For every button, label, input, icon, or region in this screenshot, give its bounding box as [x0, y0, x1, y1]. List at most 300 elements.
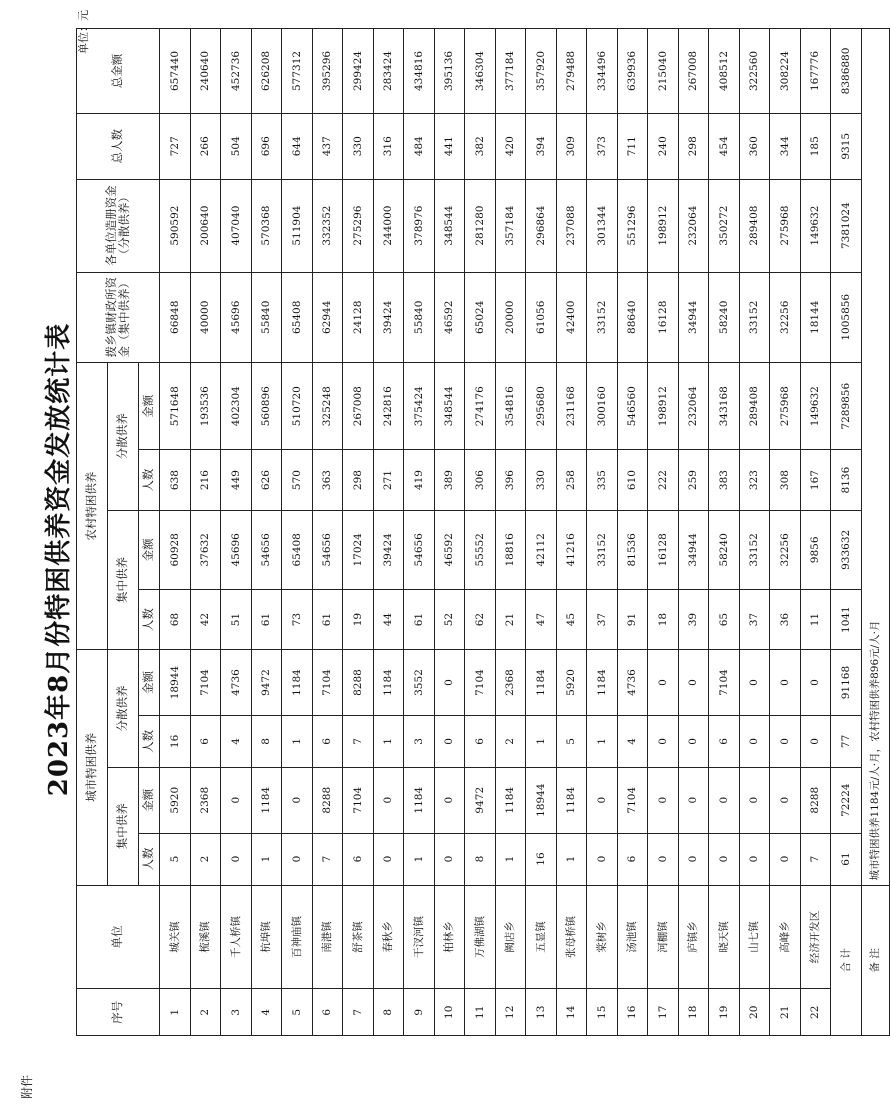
cell-tp: 441 [434, 113, 465, 179]
cell-seq: 12 [495, 989, 526, 1036]
cell-ud-p: 4 [617, 715, 648, 767]
cell-ud-a: 4736 [221, 650, 252, 716]
total-rd-a: 7289856 [831, 362, 862, 450]
cell-rc-a: 45696 [221, 510, 252, 589]
cell-rd-a: 375424 [404, 362, 435, 450]
cell-ud-a: 7104 [465, 650, 496, 716]
cell-uc-a: 7104 [343, 767, 374, 833]
cell-ud-a: 1184 [587, 650, 618, 716]
total-uc-a: 72224 [831, 767, 862, 833]
header-total-people: 总人数 [77, 113, 160, 179]
cell-rd-a: 289408 [739, 362, 770, 450]
cell-uc-p: 7 [800, 833, 831, 885]
table-row [190, 29, 221, 1036]
cell-town: 42400 [556, 272, 587, 362]
cell-uc-a: 0 [282, 767, 313, 833]
header-township-funds: 拨乡镇财政所资金（集中供养） [77, 272, 160, 362]
table-row [678, 29, 709, 1036]
header-amount: 金额 [139, 510, 160, 589]
table-row [587, 29, 618, 1036]
cell-unit: 山七镇 [739, 885, 770, 989]
cell-ta: 357920 [526, 29, 557, 114]
header-rural-dispersed: 分散供养 [108, 362, 139, 510]
cell-ud-a: 3552 [404, 650, 435, 716]
cell-rd-p: 306 [465, 450, 496, 510]
cell-town: 24128 [343, 272, 374, 362]
cell-rd-p: 419 [404, 450, 435, 510]
cell-unit: 晓天镇 [709, 885, 740, 989]
cell-unit: 万佛湖镇 [465, 885, 496, 989]
cell-rc-p: 45 [556, 590, 587, 650]
cell-dept: 570368 [251, 179, 282, 272]
cell-unit: 舒茶镇 [343, 885, 374, 989]
cell-tp: 382 [465, 113, 496, 179]
cell-uc-p: 0 [770, 833, 801, 885]
table-row [373, 29, 404, 1036]
cell-seq: 5 [282, 989, 313, 1036]
cell-rc-p: 61 [312, 590, 343, 650]
cell-ta: 308224 [770, 29, 801, 114]
cell-rc-p: 21 [495, 590, 526, 650]
cell-rd-p: 363 [312, 450, 343, 510]
cell-tp: 185 [800, 113, 831, 179]
table-row [556, 29, 587, 1036]
cell-dept: 348544 [434, 179, 465, 272]
cell-rd-a: 354816 [495, 362, 526, 450]
cell-uc-a: 5920 [160, 767, 191, 833]
cell-unit: 杭埠镇 [251, 885, 282, 989]
cell-rc-a: 55552 [465, 510, 496, 589]
cell-uc-a: 7104 [617, 767, 648, 833]
cell-ta: 240640 [190, 29, 221, 114]
cell-dept: 275296 [343, 179, 374, 272]
cell-rd-p: 258 [556, 450, 587, 510]
header-amount: 金额 [139, 650, 160, 716]
cell-uc-a: 2368 [190, 767, 221, 833]
cell-ud-a: 1184 [282, 650, 313, 716]
cell-unit: 梳溪镇 [190, 885, 221, 989]
cell-rd-p: 449 [221, 450, 252, 510]
total-rc-p: 1041 [831, 590, 862, 650]
cell-tp: 344 [770, 113, 801, 179]
cell-rd-p: 216 [190, 450, 221, 510]
cell-uc-a: 18944 [526, 767, 557, 833]
cell-rd-a: 348544 [434, 362, 465, 450]
cell-uc-p: 6 [343, 833, 374, 885]
header-unit: 单位 [77, 885, 160, 989]
cell-tp: 240 [648, 113, 679, 179]
cell-town: 62944 [312, 272, 343, 362]
cell-rd-a: 560896 [251, 362, 282, 450]
cell-town: 40000 [190, 272, 221, 362]
cell-unit: 张母桥镇 [556, 885, 587, 989]
cell-ud-p: 6 [709, 715, 740, 767]
cell-town: 39424 [373, 272, 404, 362]
cell-uc-p: 16 [526, 833, 557, 885]
cell-ta: 639936 [617, 29, 648, 114]
cell-uc-p: 0 [221, 833, 252, 885]
note-label: 备 注 [861, 885, 889, 1035]
table-row [526, 29, 557, 1036]
cell-uc-a: 1184 [404, 767, 435, 833]
cell-rd-p: 638 [160, 450, 191, 510]
cell-unit: 春秋乡 [373, 885, 404, 989]
cell-uc-a: 9472 [465, 767, 496, 833]
cell-uc-p: 8 [465, 833, 496, 885]
total-town: 1005856 [831, 272, 862, 362]
total-rc-a: 933632 [831, 510, 862, 589]
cell-unit: 经济开发区 [800, 885, 831, 989]
cell-unit: 城关镇 [160, 885, 191, 989]
cell-town: 45696 [221, 272, 252, 362]
cell-rc-a: 41216 [556, 510, 587, 589]
cell-rc-p: 11 [800, 590, 831, 650]
cell-uc-a: 0 [678, 767, 709, 833]
document-title: 2023年8月份特困供养资金发放统计表 [44, 322, 74, 797]
cell-uc-a: 1184 [251, 767, 282, 833]
table-row [709, 29, 740, 1036]
cell-ta: 626208 [251, 29, 282, 114]
cell-ta: 267008 [678, 29, 709, 114]
cell-rc-a: 54656 [251, 510, 282, 589]
cell-ta: 452736 [221, 29, 252, 114]
cell-town: 33152 [587, 272, 618, 362]
table-row [465, 29, 496, 1036]
header-seq: 序号 [77, 989, 160, 1036]
cell-dept: 296864 [526, 179, 557, 272]
cell-town: 16128 [648, 272, 679, 362]
total-ud-p: 77 [831, 715, 862, 767]
cell-ud-a: 0 [678, 650, 709, 716]
cell-dept: 332352 [312, 179, 343, 272]
cell-ud-p: 1 [526, 715, 557, 767]
cell-rc-p: 18 [648, 590, 679, 650]
cell-ud-a: 7104 [709, 650, 740, 716]
cell-rd-a: 295680 [526, 362, 557, 450]
cell-seq: 7 [343, 989, 374, 1036]
cell-ta: 215040 [648, 29, 679, 114]
header-total-amount: 总金额 [77, 29, 160, 114]
statistics-table [76, 28, 890, 1036]
cell-ud-a: 2368 [495, 650, 526, 716]
cell-town: 55840 [251, 272, 282, 362]
header-amount: 金额 [139, 767, 160, 833]
cell-uc-a: 0 [221, 767, 252, 833]
cell-rc-p: 37 [587, 590, 618, 650]
cell-rc-a: 17024 [343, 510, 374, 589]
cell-dept: 378976 [404, 179, 435, 272]
cell-rc-p: 68 [160, 590, 191, 650]
cell-dept: 244000 [373, 179, 404, 272]
cell-ud-p: 7 [343, 715, 374, 767]
cell-tp: 420 [495, 113, 526, 179]
table-row [617, 29, 648, 1036]
cell-rc-a: 16128 [648, 510, 679, 589]
cell-seq: 11 [465, 989, 496, 1036]
cell-rd-a: 149632 [800, 362, 831, 450]
cell-uc-a: 0 [739, 767, 770, 833]
total-label: 合 计 [831, 885, 862, 1035]
cell-tp: 360 [739, 113, 770, 179]
cell-unit: 五显镇 [526, 885, 557, 989]
cell-ta: 577312 [282, 29, 313, 114]
cell-ud-a: 0 [800, 650, 831, 716]
cell-rc-p: 36 [770, 590, 801, 650]
cell-unit: 柏林乡 [434, 885, 465, 989]
header-urban-dispersed: 分散供养 [108, 650, 139, 768]
cell-uc-p: 5 [160, 833, 191, 885]
cell-seq: 16 [617, 989, 648, 1036]
cell-town: 20000 [495, 272, 526, 362]
table-row [404, 29, 435, 1036]
cell-tp: 484 [404, 113, 435, 179]
cell-dept: 232064 [678, 179, 709, 272]
cell-seq: 2 [190, 989, 221, 1036]
cell-ta: 283424 [373, 29, 404, 114]
cell-ud-a: 0 [739, 650, 770, 716]
cell-tp: 316 [373, 113, 404, 179]
cell-dept: 350272 [709, 179, 740, 272]
cell-ud-p: 0 [434, 715, 465, 767]
cell-dept: 200640 [190, 179, 221, 272]
cell-rc-p: 19 [343, 590, 374, 650]
cell-rd-p: 308 [770, 450, 801, 510]
cell-uc-p: 1 [404, 833, 435, 885]
cell-uc-p: 0 [587, 833, 618, 885]
cell-rd-a: 267008 [343, 362, 374, 450]
cell-unit: 棠树乡 [587, 885, 618, 989]
cell-rc-p: 61 [404, 590, 435, 650]
cell-rc-p: 51 [221, 590, 252, 650]
cell-rc-p: 37 [739, 590, 770, 650]
cell-rd-p: 298 [343, 450, 374, 510]
cell-ta: 434816 [404, 29, 435, 114]
cell-rc-p: 65 [709, 590, 740, 650]
cell-ud-p: 1 [587, 715, 618, 767]
cell-uc-p: 0 [678, 833, 709, 885]
cell-rd-p: 383 [709, 450, 740, 510]
cell-ud-p: 6 [312, 715, 343, 767]
cell-uc-p: 0 [434, 833, 465, 885]
cell-rd-a: 343168 [709, 362, 740, 450]
cell-rd-p: 389 [434, 450, 465, 510]
cell-uc-a: 0 [709, 767, 740, 833]
total-dept: 7381024 [831, 179, 862, 272]
cell-uc-a: 8288 [800, 767, 831, 833]
cell-rd-p: 271 [373, 450, 404, 510]
cell-town: 66848 [160, 272, 191, 362]
total-ud-a: 91168 [831, 650, 862, 716]
cell-uc-p: 1 [495, 833, 526, 885]
cell-rc-a: 9856 [800, 510, 831, 589]
cell-rc-p: 91 [617, 590, 648, 650]
cell-dept: 275968 [770, 179, 801, 272]
cell-dept: 357184 [495, 179, 526, 272]
cell-rd-a: 546560 [617, 362, 648, 450]
cell-seq: 1 [160, 989, 191, 1036]
cell-ud-a: 7104 [190, 650, 221, 716]
cell-dept: 198912 [648, 179, 679, 272]
cell-rc-p: 73 [282, 590, 313, 650]
cell-tp: 644 [282, 113, 313, 179]
cell-rc-a: 60928 [160, 510, 191, 589]
cell-tp: 266 [190, 113, 221, 179]
cell-rd-a: 402304 [221, 362, 252, 450]
cell-town: 32256 [770, 272, 801, 362]
cell-uc-a: 0 [770, 767, 801, 833]
table-row [221, 29, 252, 1036]
cell-tp: 454 [709, 113, 740, 179]
cell-ta: 322560 [739, 29, 770, 114]
cell-town: 33152 [739, 272, 770, 362]
total-ta: 8386880 [831, 29, 862, 114]
cell-rd-p: 323 [739, 450, 770, 510]
cell-ud-p: 0 [678, 715, 709, 767]
cell-unit: 千人桥镇 [221, 885, 252, 989]
cell-ud-p: 0 [739, 715, 770, 767]
cell-uc-p: 0 [709, 833, 740, 885]
cell-seq: 14 [556, 989, 587, 1036]
cell-unit: 庐镇乡 [678, 885, 709, 989]
cell-ud-p: 6 [465, 715, 496, 767]
header-people: 人数 [139, 715, 160, 767]
cell-ud-p: 2 [495, 715, 526, 767]
cell-town: 34944 [678, 272, 709, 362]
cell-rc-a: 58240 [709, 510, 740, 589]
cell-uc-a: 1184 [495, 767, 526, 833]
cell-seq: 20 [739, 989, 770, 1036]
cell-town: 61056 [526, 272, 557, 362]
table-row [739, 29, 770, 1036]
cell-town: 55840 [404, 272, 435, 362]
note-row [861, 29, 889, 1036]
cell-seq: 15 [587, 989, 618, 1036]
unit-label: 单位：元 [77, 10, 90, 54]
cell-dept: 511904 [282, 179, 313, 272]
cell-rc-a: 54656 [404, 510, 435, 589]
table-row [282, 29, 313, 1036]
cell-rc-a: 37632 [190, 510, 221, 589]
cell-ud-a: 8288 [343, 650, 374, 716]
cell-tp: 696 [251, 113, 282, 179]
cell-rd-a: 242816 [373, 362, 404, 450]
cell-ud-a: 0 [770, 650, 801, 716]
cell-tp: 504 [221, 113, 252, 179]
cell-ud-a: 0 [434, 650, 465, 716]
cell-ta: 346304 [465, 29, 496, 114]
cell-uc-p: 1 [251, 833, 282, 885]
cell-rd-a: 232064 [678, 362, 709, 450]
cell-dept: 289408 [739, 179, 770, 272]
cell-rc-p: 39 [678, 590, 709, 650]
cell-ta: 377184 [495, 29, 526, 114]
cell-rc-p: 44 [373, 590, 404, 650]
header-people: 人数 [139, 833, 160, 885]
table-row [800, 29, 831, 1036]
total-uc-p: 61 [831, 833, 862, 885]
header-urban-central: 集中供养 [108, 767, 139, 885]
note-text: 城市特困供养1184元/人·月，农村特困供养896元/人·月 [861, 29, 889, 886]
cell-uc-p: 1 [556, 833, 587, 885]
cell-rc-a: 33152 [587, 510, 618, 589]
cell-rc-p: 62 [465, 590, 496, 650]
cell-dept: 551296 [617, 179, 648, 272]
cell-ud-a: 1184 [373, 650, 404, 716]
cell-ta: 167776 [800, 29, 831, 114]
cell-town: 46592 [434, 272, 465, 362]
table-row [434, 29, 465, 1036]
cell-uc-a: 1184 [556, 767, 587, 833]
cell-tp: 394 [526, 113, 557, 179]
cell-rd-a: 275968 [770, 362, 801, 450]
total-rd-p: 8136 [831, 450, 862, 510]
cell-rd-p: 167 [800, 450, 831, 510]
cell-rd-a: 325248 [312, 362, 343, 450]
cell-tp: 373 [587, 113, 618, 179]
cell-dept: 149632 [800, 179, 831, 272]
cell-rd-p: 610 [617, 450, 648, 510]
cell-ta: 395136 [434, 29, 465, 114]
cell-ta: 279488 [556, 29, 587, 114]
cell-ta: 408512 [709, 29, 740, 114]
cell-rc-a: 65408 [282, 510, 313, 589]
cell-dept: 590592 [160, 179, 191, 272]
total-row [831, 29, 862, 1036]
cell-dept: 281280 [465, 179, 496, 272]
cell-rc-a: 46592 [434, 510, 465, 589]
cell-tp: 711 [617, 113, 648, 179]
cell-seq: 9 [404, 989, 435, 1036]
cell-ud-a: 5920 [556, 650, 587, 716]
cell-rc-a: 34944 [678, 510, 709, 589]
cell-tp: 727 [160, 113, 191, 179]
table-row [251, 29, 282, 1036]
cell-tp: 437 [312, 113, 343, 179]
cell-ud-a: 7104 [312, 650, 343, 716]
cell-uc-a: 0 [587, 767, 618, 833]
cell-ud-p: 0 [800, 715, 831, 767]
cell-ta: 299424 [343, 29, 374, 114]
cell-uc-a: 8288 [312, 767, 343, 833]
cell-ud-p: 1 [282, 715, 313, 767]
cell-uc-p: 6 [617, 833, 648, 885]
table-row [770, 29, 801, 1036]
cell-town: 88640 [617, 272, 648, 362]
cell-ud-p: 5 [556, 715, 587, 767]
table-row [160, 29, 191, 1036]
cell-seq: 8 [373, 989, 404, 1036]
cell-ud-p: 4 [221, 715, 252, 767]
cell-ud-p: 8 [251, 715, 282, 767]
cell-seq: 18 [678, 989, 709, 1036]
cell-seq: 4 [251, 989, 282, 1036]
cell-dept: 237088 [556, 179, 587, 272]
cell-ud-p: 0 [770, 715, 801, 767]
cell-uc-p: 0 [648, 833, 679, 885]
cell-ta: 334496 [587, 29, 618, 114]
cell-ta: 395296 [312, 29, 343, 114]
cell-rd-a: 193536 [190, 362, 221, 450]
cell-rd-a: 571648 [160, 362, 191, 450]
cell-ud-a: 0 [648, 650, 679, 716]
cell-tp: 330 [343, 113, 374, 179]
table-row [343, 29, 374, 1036]
cell-tp: 309 [556, 113, 587, 179]
cell-rc-a: 32256 [770, 510, 801, 589]
cell-rd-a: 231168 [556, 362, 587, 450]
cell-rc-a: 54656 [312, 510, 343, 589]
cell-seq: 19 [709, 989, 740, 1036]
